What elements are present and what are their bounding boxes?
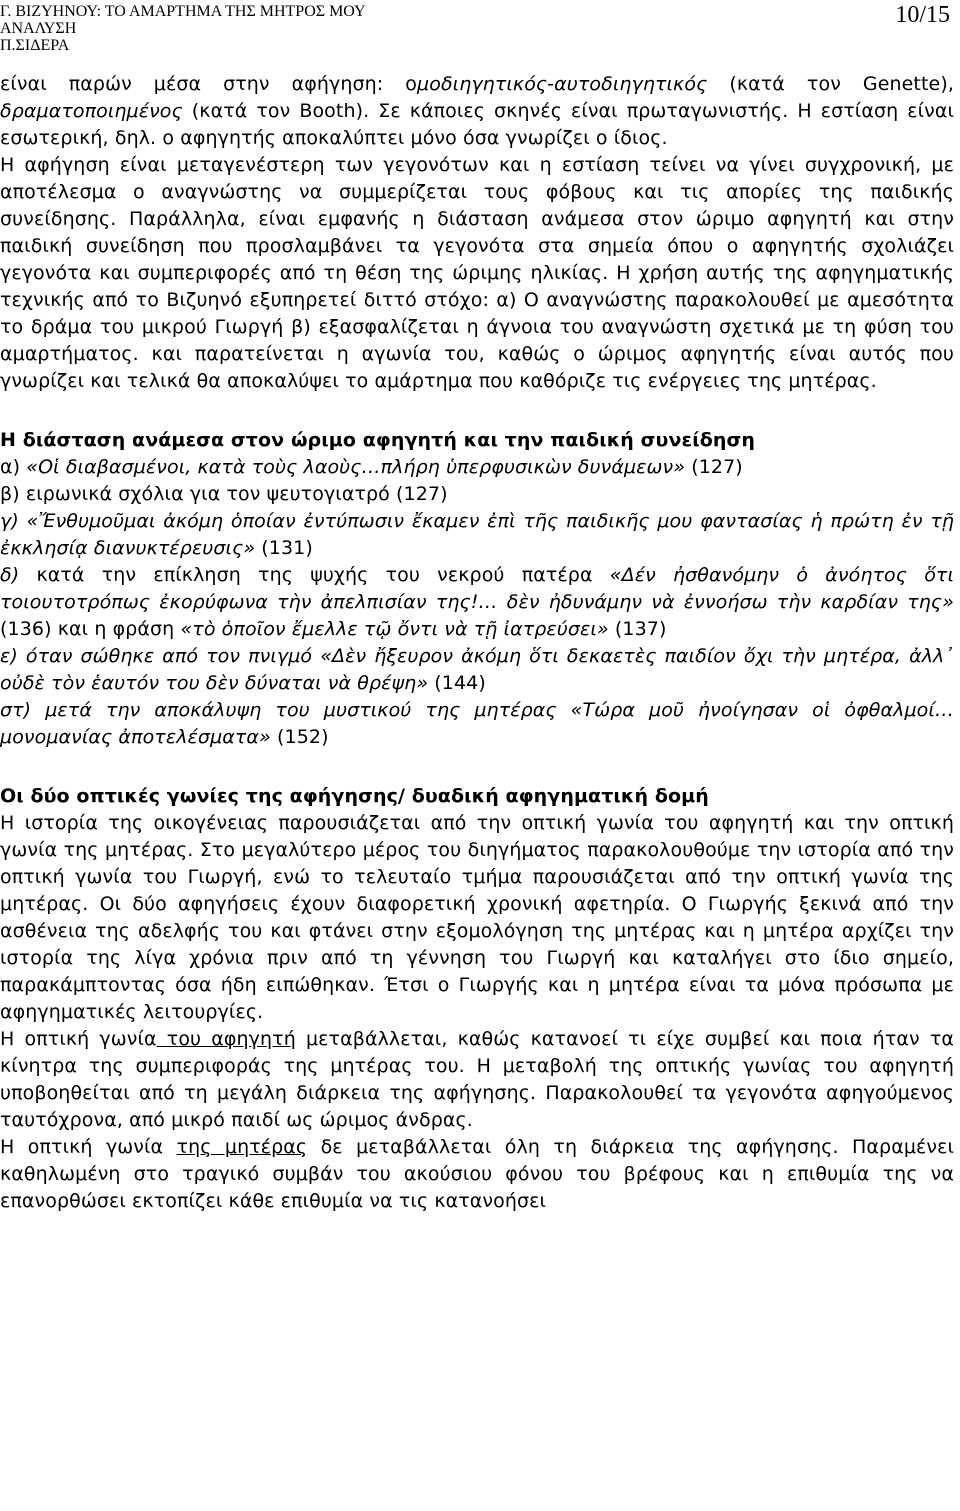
list-marker: ε): [0, 645, 26, 667]
page-reference: (127): [685, 456, 743, 478]
example-b: β) ειρωνικά σχόλια για τον ψευτογιατρό (127): [0, 483, 448, 505]
quotation: «Τώρα μοῦ ἠνοίγησαν οἱ ὀφθαλμοί… μονομανίας ἀποτελέσματα»: [0, 699, 954, 748]
text-run: μεταβάλλεται, καθώς κατανοεί τι είχε συμβεί και ποια ήταν τα κίνητρα της συμπεριφοράς της μητέρας του. Η μεταβολή της οπτικής γωνίας του αφηγητή υποβοηθείται από τη μεγάλη διάρκεια της αφήγησης. Παρακολουθεί τα γεγονότα αφηγούμενος ταυτόχρονα, από μικρό παιδί ως ώριμος άνδρας.: [0, 1028, 954, 1131]
list-marker: α): [0, 456, 27, 478]
example-f: [0, 697, 954, 751]
section2-paragraph-3: [0, 1134, 954, 1215]
intro-paragraph-1: [0, 71, 954, 152]
italic-term: δραματοποιημένος: [0, 100, 183, 122]
text-run: κατά την επίκληση της ψυχής του νεκρού πατέρα: [36, 564, 610, 586]
text-run: όταν σώθηκε από τον πνιγμό: [25, 645, 321, 667]
page-reference: (137): [608, 618, 667, 640]
text-run: δε μεταβάλλεται όλη τη διάρκεια της αφήγησης. Παραμένει καθηλωμένη στο τραγικό συμβάν του ακούσιου φόνου του βρέφους και η επιθυμία της να επανορθώσει εκτοπίζει κάθε επιθυμία να τις κατανοήσει: [0, 1136, 954, 1212]
header-subtitle: ΑΝΑΛΥΣΗ: [0, 20, 77, 37]
page-number: 10/15: [895, 2, 950, 28]
header-title: Γ. ΒΙΖΥΗΝΟΥ: ΤΟ ΑΜΑΡΤΗΜΑ ΤΗΣ ΜΗΤΡΟΣ ΜΟΥ: [0, 3, 366, 20]
example-c: [0, 508, 954, 562]
section-heading-1: Η διάσταση ανάμεσα στον ώριμο αφηγητή και την παιδική συνείδηση: [0, 429, 755, 451]
text-run: Η οπτική γωνία: [0, 1028, 157, 1050]
text-run: Η οπτική γωνία: [0, 1136, 177, 1158]
list-marker: γ): [0, 510, 27, 532]
page-reference: (152): [270, 726, 329, 748]
section2-paragraph-1: Η ιστορία της οικογένειας παρουσιάζεται από την οπτική γωνία του αφηγητή και την οπτική γωνία της μητέρας. Στο μεγαλύτερο μέρος του διηγήματος παρακολουθούμε την ιστορία από την οπτική γωνία του Γιωργή, ενώ το τελευταίο τμήμα παρουσιάζεται από την οπτική γωνία της μητέρας. Οι δύο αφηγήσεις έχουν διαφορετική χρονική αφετηρία. Ο Γιωργής ξεκινά από την ασθένεια της αδελφής του και φτάνει στην εξομολόγηση της μητέρας και η μητέρα αρχίζει την ιστορία της λίγα χρόνια πριν από τη γέννηση του Γιωργή και καταλήγει στο ίδιο σημείο, παρακάμπτοντας όσα ήδη ειπώθηκαν. Έτσι ο Γιωργής και η μητέρα είναι τα μόνα πρόσωπα με αφηγηματικές λειτουργίες.: [0, 812, 954, 1023]
quotation: «Δέν ἠσθανόμην ὁ ἀνόητος ὅτι τοιουτοτρόπως ἐκορύφωνα τὴν ἀπελπισίαν της!… δὲν ἠδυνάμην νὰ ἐννοήσω τὴν καρδίαν της»: [0, 564, 954, 613]
example-a: [0, 454, 954, 481]
text-run: είναι παρών μέσα στην αφήγηση: ο: [0, 73, 418, 95]
example-e: [0, 643, 954, 697]
document-body: [0, 71, 954, 1215]
quotation: «Ἔνθυμοῦμαι ἀκόμη ὁποίαν ἐντύπωσιν ἔκαμεν ἐπὶ τῆς παιδικῆς μου φαντασίας ἡ πρώτη ἐν τῇ ἐκκλησίᾳ διανυκτέρευσις»: [0, 510, 954, 559]
quotation: «τὸ ὁποῖον ἔμελλε τῷ ὄντι νὰ τῇ ἰατρεύσει»: [180, 618, 609, 640]
quotation: «Οἱ διαβασμένοι, κατὰ τοὺς λαοὺς…πλήρη ὑπερφυσικὼν δυνάμεων»: [26, 456, 686, 478]
text-run: (κατά τον Booth). Σε κάποιες σκηνές είναι πρωταγωνιστής. Η εστίαση είναι εσωτερική, δηλ. ο αφηγητής αποκαλύπτει μόνο όσα γνωρίζει ο ίδιος.: [0, 100, 954, 149]
page-reference: (144): [428, 672, 486, 694]
section-heading-2: Οι δύο οπτικές γωνίες της αφήγησης/ δυαδική αφηγηματική δομή: [0, 785, 709, 807]
running-header: [0, 0, 960, 60]
quotation: «Δὲν ἤξευρον ἀκόμη ὅτι δεκαετὲς παιδίον ὄχι τὴν μητέρα, ἀλλ᾽ οὐδὲ τὸν ἑαυτόν του δὲν δύναται νὰ θρέψη»: [0, 645, 955, 694]
list-marker: δ): [0, 564, 37, 586]
underlined-term: του αφηγητή: [156, 1028, 296, 1050]
text-run: (κατά τον Genette),: [707, 73, 954, 95]
italic-term: μοδιηγητικός-αυτοδιηγητικός: [417, 73, 708, 95]
text-run: (136) και η φράση: [0, 618, 181, 640]
list-marker: στ): [0, 699, 46, 721]
intro-paragraph-2: Η αφήγηση είναι μεταγενέστερη των γεγονότων και η εστίαση τείνει να γίνει συγχρονική, με αποτέλεσμα ο αναγνώστης να συμμερίζεται τους φόβους και τις απορίες της παιδικής συνείδησης. Παράλληλα, είναι εμφανής η διάσταση ανάμεσα στον ώριμο αφηγητή και στην παιδική συνείδηση που προσλαμβάνει τα γεγονότα στα σημεία όπου ο αφηγητής σχολιάζει γεγονότα και συμπεριφορές από τη θέση της ώριμης ηλικίας. Η χρήση αυτής της αφηγηματικής τεχνικής από το Βιζυηνό εξυπηρετεί διττό στόχο: α) Ο αναγνώστης παρακολουθεί με αμεσότητα το δράμα του μικρού Γιωργή β) εξασφαλίζεται η άγνοια του αναγνώστη σχετικά με τη φύση του αμαρτήματος. και παρατείνεται η αγωνία του, καθώς ο ώριμος αφηγητής είναι αυτός που γνωρίζει και τελικά θα αποκαλύψει το αμάρτημα που καθόριζε τις ενέργειες της μητέρας.: [0, 154, 954, 392]
page-reference: (131): [255, 537, 313, 559]
section2-paragraph-2: [0, 1026, 954, 1134]
text-run: μετά την αποκάλυψη του μυστικού της μητέρας: [45, 699, 571, 721]
header-author: Π.ΣΙΔΕΡΑ: [0, 37, 70, 54]
header-lines: [0, 3, 366, 54]
example-d: [0, 562, 954, 643]
underlined-term: της μητέρας: [176, 1136, 308, 1158]
